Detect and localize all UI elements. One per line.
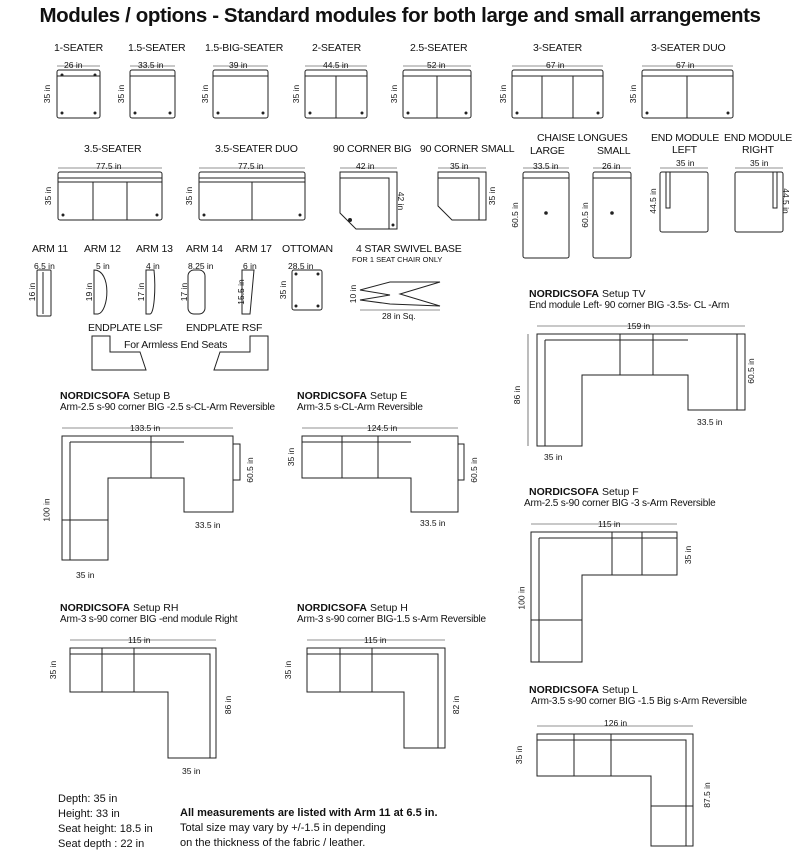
setup-tv-title: NORDICSOFA Setup TV [529, 288, 646, 300]
setup-h-width: 115 in [364, 635, 387, 645]
module-depth: 35 in [42, 84, 53, 104]
setup-f-desc: Arm-2.5 s-90 corner BIG -3 s-Arm Reversible [524, 498, 716, 509]
note-line1: Total size may vary by +/-1.5 in depending [180, 822, 386, 834]
endplate-rsf-label: ENDPLATE RSF [186, 322, 263, 334]
module-depth: 35 in [116, 84, 127, 104]
chaise-small-width: 26 in [602, 161, 621, 171]
module-width: 26 in [64, 60, 83, 70]
setup-rh-width: 115 in [128, 635, 151, 645]
setup-h-desc: Arm-3 s-90 corner BIG-1.5 s-Arm Reversible [297, 614, 486, 625]
arm-label: ARM 13 [136, 243, 173, 255]
setup-f-drawing [531, 524, 677, 662]
setup-rh-title: NORDICSOFA Setup RH [60, 602, 179, 614]
setup-e-title: NORDICSOFA Setup E [297, 390, 408, 402]
module-depth: 35 in [389, 84, 400, 104]
spec-seat-height: Seat height: 18.5 in [58, 823, 153, 835]
module-depth: 35 in [498, 84, 509, 104]
module-label: 3.5-SEATER DUO [215, 143, 298, 155]
module-1-seater-drawing [57, 66, 100, 118]
setup-f-width: 115 in [598, 519, 621, 529]
chaise-small-depth: 60.5 in [579, 202, 590, 228]
setup-f-title: NORDICSOFA Setup F [529, 486, 639, 498]
module-label: 90 CORNER BIG [333, 143, 412, 155]
module-width: 67 in [676, 60, 695, 70]
setup-h-title: NORDICSOFA Setup H [297, 602, 408, 614]
swivel-sub: FOR 1 SEAT CHAIR ONLY [352, 255, 443, 264]
module-90-corner-big-drawing [340, 168, 397, 229]
module-label: 3-SEATER DUO [651, 42, 726, 54]
module-label: 90 CORNER SMALL [420, 143, 515, 155]
setup-e-right: 60.5 in [468, 457, 479, 483]
setup-rh-bottom: 35 in [182, 766, 201, 776]
module-depth: 35 in [291, 84, 302, 104]
module-3-5-seater-duo-drawing [199, 168, 305, 220]
arm-11-drawing [37, 270, 51, 316]
setup-l-desc: Arm-3.5 s-90 corner BIG -1.5 Big s-Arm Reversible [531, 696, 747, 707]
setup-tv-right: 60.5 in [745, 358, 756, 384]
end-module-left-depth: 44.5 in [647, 188, 658, 214]
module-3-seater-duo-drawing [642, 66, 733, 118]
swivel-height: 10 in [348, 284, 359, 304]
module-label: 2.5-SEATER [410, 42, 468, 54]
module-width: 35 in [450, 161, 469, 171]
module-1-5-big-seater-drawing [213, 66, 268, 118]
module-label: 1.5-SEATER [128, 42, 186, 54]
setup-tv-drawing [528, 326, 745, 446]
chaise-small-label: SMALL [597, 145, 631, 157]
end-module-right-depth: 44.5 in [780, 188, 791, 214]
arm-width: 4 in [146, 261, 160, 271]
setup-b-right: 60.5 in [244, 457, 255, 483]
arm-label: ARM 12 [84, 243, 121, 255]
spec-depth: Depth: 35 in [58, 793, 118, 805]
module-label: 1.5-BIG-SEATER [205, 42, 284, 54]
module-3-seater-drawing [512, 66, 603, 118]
setup-e-width: 124.5 in [367, 423, 398, 433]
arm-width: 6.5 in [34, 261, 55, 271]
module-1-5-seater-drawing [130, 66, 175, 118]
module-width: 77.5 in [96, 161, 122, 171]
setup-tv-bottom-left: 35 in [544, 452, 563, 462]
end-module-left-width: 35 in [676, 158, 695, 168]
setup-l-title: NORDICSOFA Setup L [529, 684, 639, 696]
setup-b-width: 133.5 in [130, 423, 161, 433]
end-module-right-label: END MODULE [724, 132, 793, 144]
note-bold: All measurements are listed with Arm 11 at 6.5 in. [180, 807, 438, 819]
setup-b-bottom-right: 33.5 in [195, 520, 221, 530]
module-label: 1-SEATER [54, 42, 103, 54]
end-module-left-label: END MODULE [651, 132, 720, 144]
setup-h-drawing [307, 640, 445, 748]
setup-l-width: 126 in [604, 718, 628, 728]
module-label: 3.5-SEATER [84, 143, 142, 155]
chaise-large-depth: 60.5 in [509, 202, 520, 228]
module-label: 3-SEATER [533, 42, 582, 54]
module-width: 33.5 in [138, 60, 164, 70]
setup-b-title: NORDICSOFA Setup B [60, 390, 171, 402]
end-module-left-drawing [660, 168, 708, 232]
setup-tv-left: 86 in [512, 385, 523, 405]
swivel-width: 28 in Sq. [382, 311, 416, 321]
setup-tv-bottom-right: 33.5 in [697, 417, 723, 427]
chaise-large-width: 33.5 in [533, 161, 559, 171]
setup-f-right: 35 in [683, 545, 694, 565]
setup-l-left: 35 in [514, 745, 525, 765]
setup-l-drawing [537, 726, 693, 846]
module-width: 52 in [427, 60, 446, 70]
setup-b-left: 100 in [41, 498, 52, 522]
spec-height: Height: 33 in [58, 808, 120, 820]
end-module-right-sub: RIGHT [742, 144, 774, 156]
swivel-label: 4 STAR SWIVEL BASE [356, 243, 462, 255]
module-label: 2-SEATER [312, 42, 361, 54]
arm-depth: 17 in [179, 282, 190, 302]
module-2-5-seater-drawing [403, 66, 471, 118]
setup-b-bottom-left: 35 in [76, 570, 95, 580]
setup-b-drawing [62, 428, 240, 560]
ottoman-label: OTTOMAN [282, 243, 333, 255]
arm-depth: 16 in [27, 282, 38, 302]
module-depth: 35 in [487, 186, 498, 206]
chaise-header: CHAISE LONGUES [537, 132, 628, 144]
swivel-base-drawing [360, 282, 440, 310]
endplate-note: For Armless End Seats [124, 339, 228, 351]
module-3-5-seater-drawing [58, 168, 162, 220]
arm-width: 5 in [96, 261, 110, 271]
setup-tv-width: 159 in [627, 321, 651, 331]
specs-block [58, 792, 153, 852]
arm-depth: 19 in [84, 282, 95, 302]
module-width: 42 in [356, 161, 375, 171]
end-module-left-sub: LEFT [672, 144, 697, 156]
setup-rh-drawing [70, 640, 216, 758]
setup-e-drawing [302, 428, 464, 512]
module-depth: 35 in [200, 84, 211, 104]
setup-e-desc: Arm-3.5 s-CL-Arm Reversible [297, 402, 423, 413]
module-90-corner-small-drawing [438, 168, 486, 220]
module-width: 67 in [546, 60, 565, 70]
setup-tv-desc: End module Left- 90 corner BIG -3.5s- CL -Arm [529, 300, 730, 311]
measurement-note [180, 806, 438, 851]
arm-depth: 15.5 in [235, 279, 246, 305]
ottoman-width: 28.5 in [288, 261, 314, 271]
end-module-right-width: 35 in [750, 158, 769, 168]
arm-label: ARM 11 [32, 243, 68, 255]
module-depth: 35 in [184, 186, 195, 206]
ottoman-depth: 35 in [278, 280, 289, 300]
module-depth: 35 in [628, 84, 639, 104]
chaise-large-label: LARGE [530, 145, 565, 157]
arm-label: ARM 14 [186, 243, 223, 255]
arm-width: 6 in [243, 261, 257, 271]
setup-rh-left: 35 in [48, 660, 59, 680]
arm-width: 8.25 in [188, 261, 214, 271]
module-width: 77.5 in [238, 161, 264, 171]
page-title: Modules / options - Standard modules for both large and small arrangements [39, 4, 761, 27]
module-2-seater-drawing [305, 66, 367, 118]
module-width: 44.5 in [323, 60, 349, 70]
setup-f-left: 100 in [516, 586, 527, 610]
setup-e-left: 35 in [286, 447, 297, 467]
setup-b-desc: Arm-2.5 s-90 corner BIG -2.5 s-CL-Arm Reversible [60, 402, 275, 413]
chaise-large-drawing [523, 168, 569, 258]
note-line2: on the thickness of the fabric / leather. [180, 837, 366, 849]
setup-rh-right: 86 in [223, 695, 234, 715]
spec-seat-depth: Seat depth : 22 in [58, 838, 145, 850]
endplate-lsf-label: ENDPLATE LSF [88, 322, 163, 334]
setup-e-bottom: 33.5 in [420, 518, 446, 528]
setup-h-left: 35 in [283, 660, 294, 680]
arm-12-drawing [94, 270, 107, 314]
chaise-small-drawing [593, 168, 631, 258]
setup-l-right: 87.5 in [701, 782, 712, 808]
arm-14-drawing [188, 270, 205, 314]
arm-label: ARM 17 [235, 243, 272, 255]
module-width: 39 in [229, 60, 248, 70]
arm-13-drawing [146, 270, 155, 314]
arm-depth: 17 in [136, 282, 147, 302]
ottoman-drawing [292, 270, 322, 310]
setup-rh-desc: Arm-3 s-90 corner BIG -end module Right [60, 614, 238, 625]
setup-h-right: 82 in [451, 695, 462, 715]
end-module-right-drawing [735, 168, 783, 232]
module-depth: 42 in [396, 191, 407, 211]
module-depth: 35 in [43, 186, 54, 206]
